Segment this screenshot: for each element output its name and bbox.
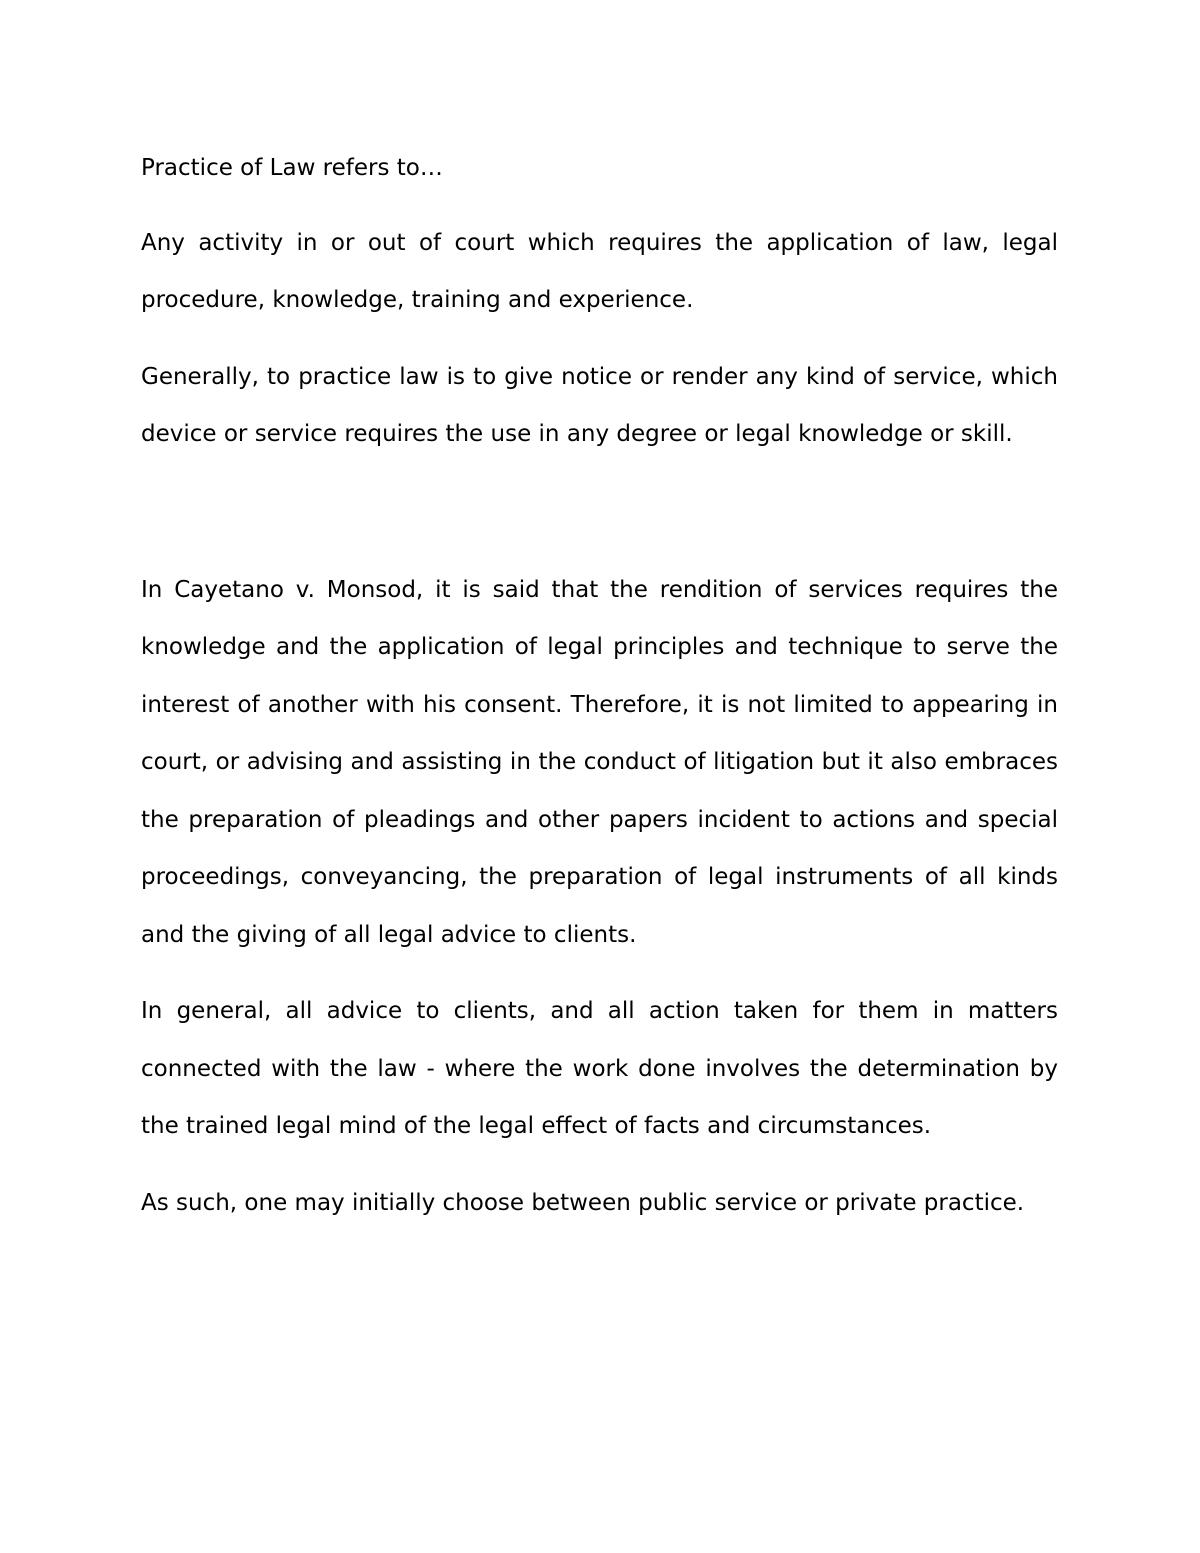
paragraph-definition: Any activity in or out of court which requires the application of law, legal procedure, knowledge, training and experience.	[141, 229, 1058, 313]
paragraph-general: Generally, to practice law is to give notice or render any kind of service, which device or service requires the use in any degree or legal knowledge or skill.	[141, 363, 1058, 447]
paragraph-choice: As such, one may initially choose between public service or private practice.	[141, 1189, 1025, 1216]
paragraph-advice: In general, all advice to clients, and all action taken for them in matters connected with the law - where the work done involves the determination by the trained legal mind of the legal effect of facts and circumstances.	[141, 998, 1058, 1139]
paragraph-cayetano-monsod: In Cayetano v. Monsod, it is said that the rendition of services requires the knowledge and the application of legal principles and technique to serve the interest of another with his consent. Therefore, it is not limited to appearing in court, or advising and assisting in the conduct of litigation but it also embraces the preparation of pleadings and other papers incident to actions and special proceedings, conveyancing, the preparation of legal instruments of all kinds and the giving of all legal advice to clients.	[141, 576, 1058, 948]
document-heading: Practice of Law refers to…	[141, 155, 443, 181]
paragraph-spacer	[141, 483, 1058, 562]
document-body	[141, 140, 1058, 1251]
